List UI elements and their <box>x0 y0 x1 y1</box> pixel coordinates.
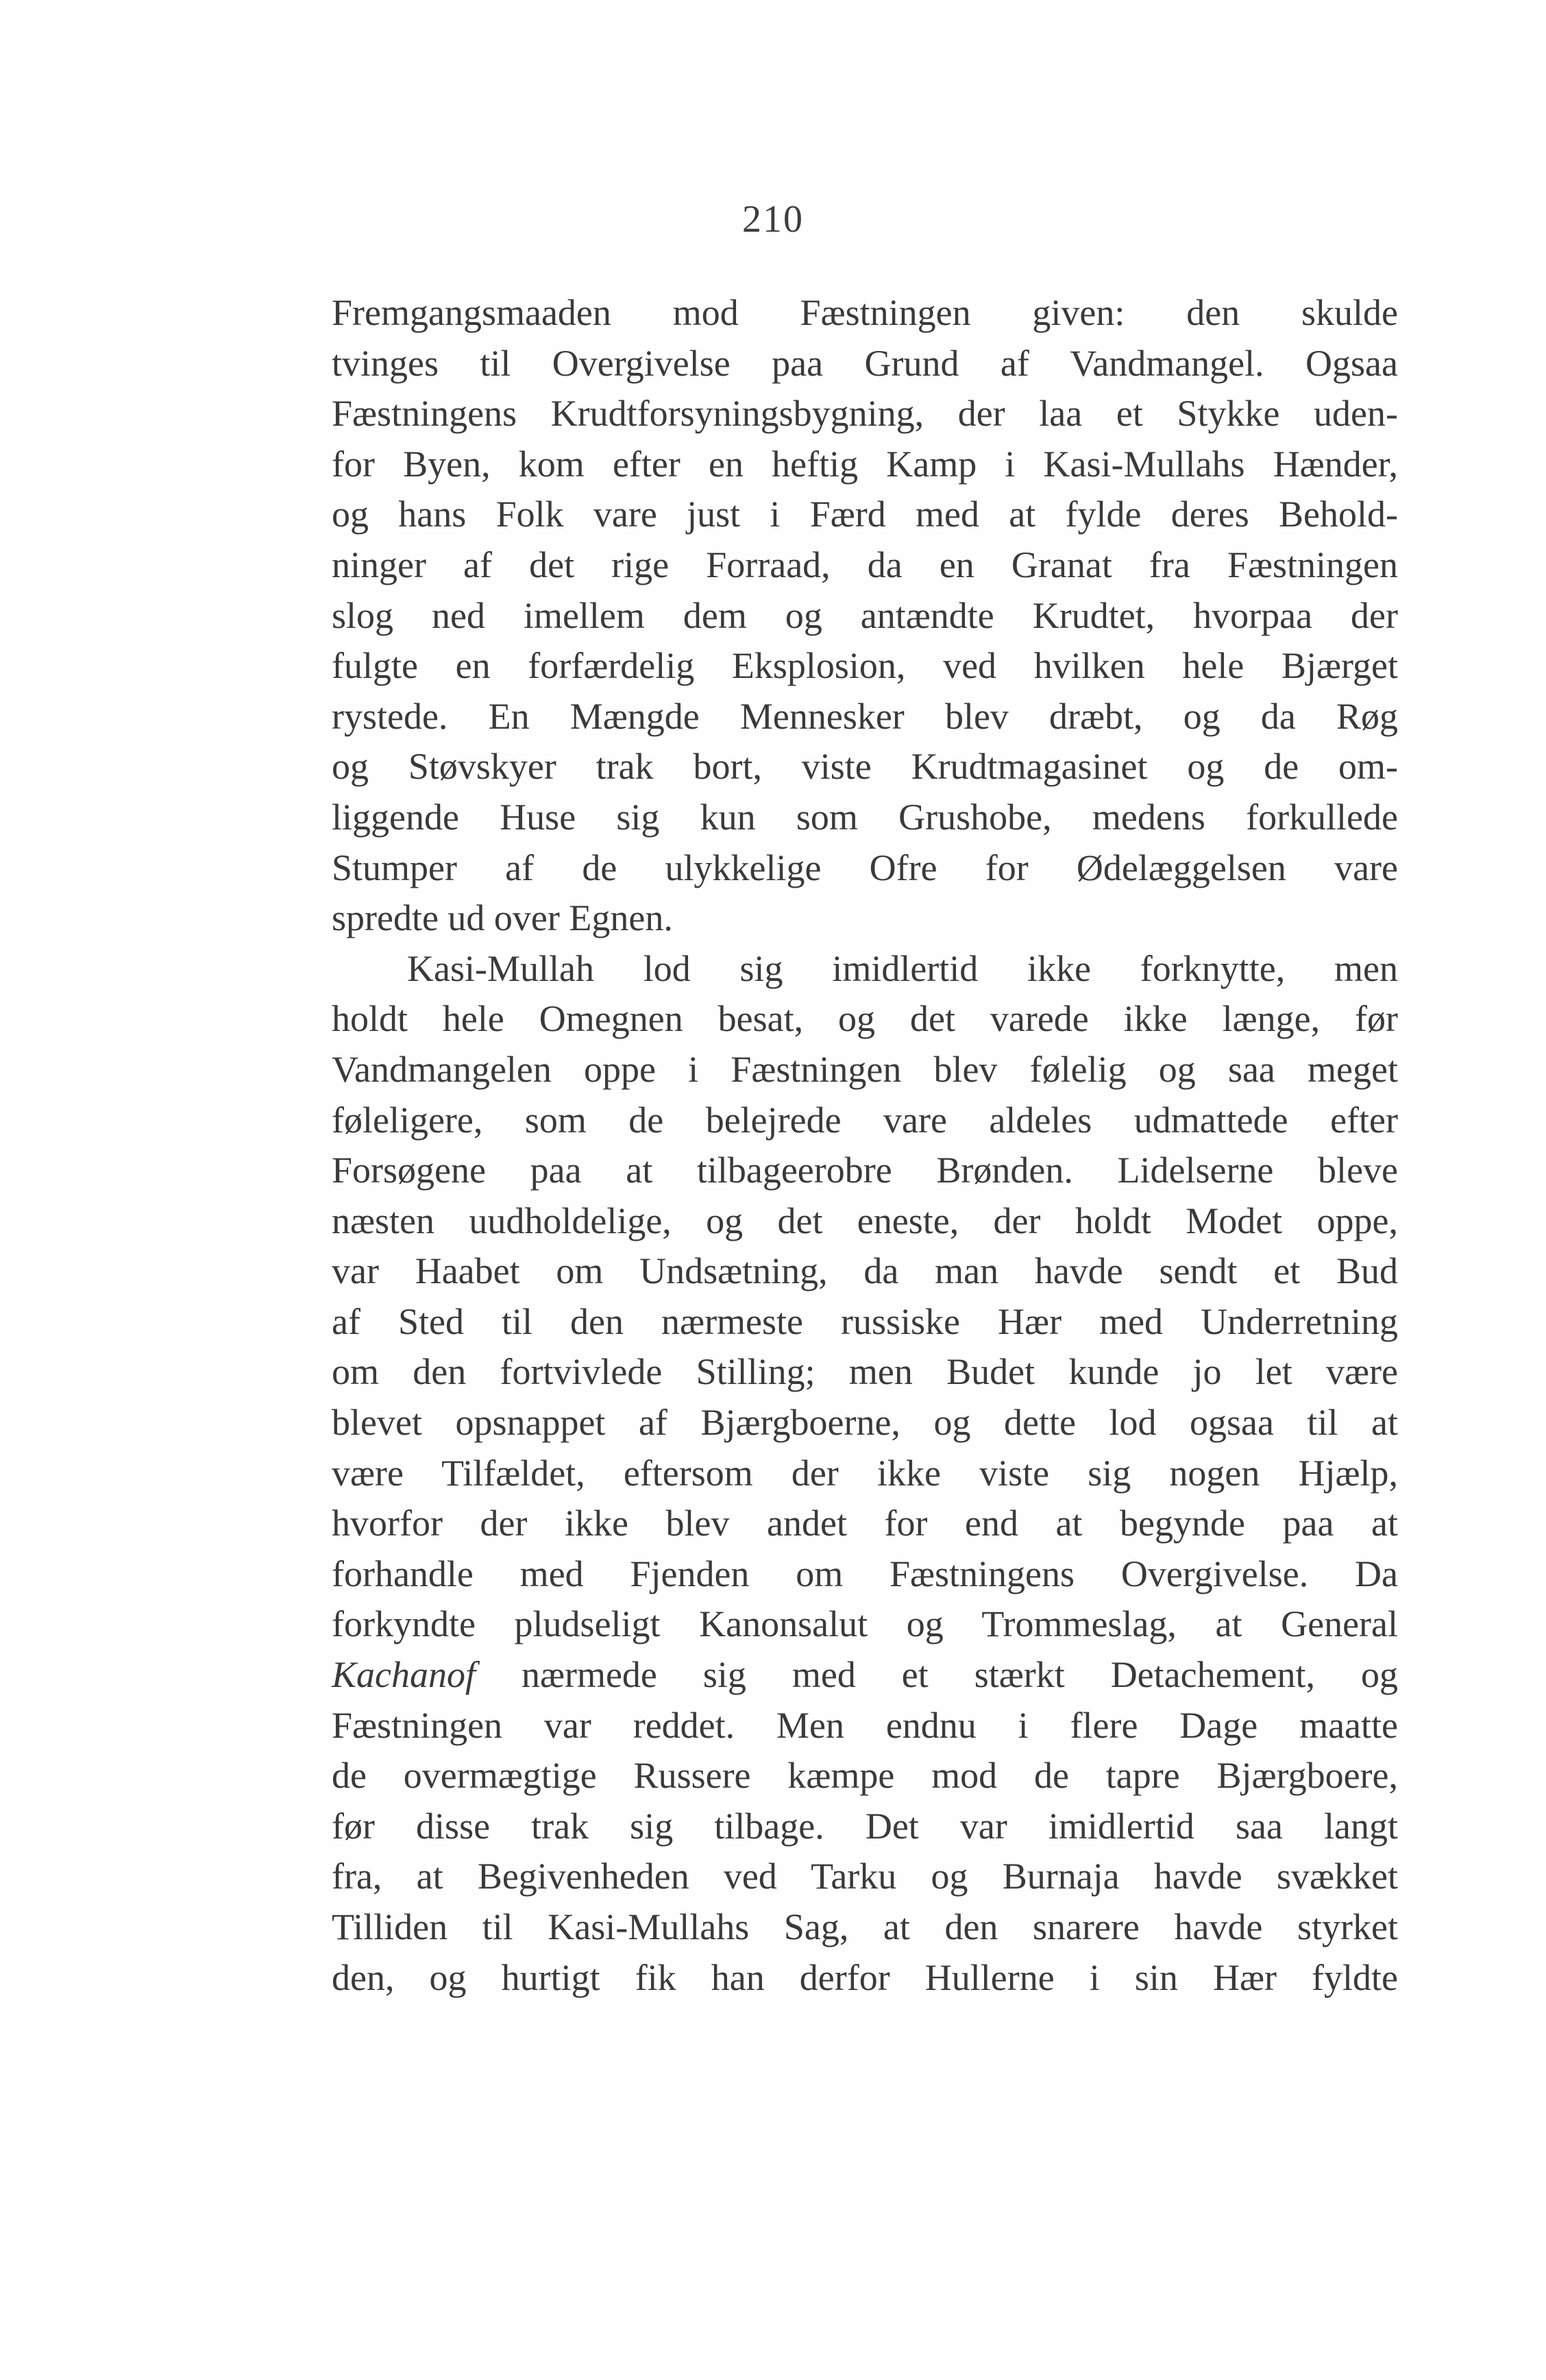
text-line: rystede. En Mængde Mennesker blev dræbt, og da Røg <box>332 695 1398 737</box>
text-line: Kachanof nærmede sig med et stærkt Detachement, og <box>332 1654 1398 1696</box>
text-line: for Byen, kom efter en heftig Kamp i Kasi-Mullahs Hænder, <box>332 443 1398 485</box>
text-line: om den fortvivlede Stilling; men Budet kunde jo let være <box>332 1351 1398 1393</box>
text-line: af Sted til den nærmeste russiske Hær med Underretning <box>332 1300 1398 1342</box>
paragraph <box>332 288 1398 944</box>
text-line: ninger af det rige Forraad, da en Granat fra Fæstningen <box>332 544 1398 585</box>
text-line: næsten uudholdelige, og det eneste, der holdt Modet oppe, <box>332 1200 1398 1241</box>
text-line: før disse trak sig tilbage. Det var imidlertid saa langt <box>332 1805 1398 1847</box>
text-line: Vandmangelen oppe i Fæstningen blev følelig og saa meget <box>332 1048 1398 1090</box>
text-line: blevet opsnappet af Bjærgboerne, og dette lod ogsaa til at <box>332 1402 1398 1444</box>
text-line: fra, at Begivenheden ved Tarku og Burnaja havde svækket <box>332 1856 1398 1897</box>
page-number: 210 <box>742 198 804 241</box>
text-line: Fæstningens Krudtforsyningsbygning, der laa et Stykke uden- <box>332 393 1398 435</box>
text-line: tvinges til Overgivelse paa Grund af Vandmangel. Ogsaa <box>332 342 1398 384</box>
text-line: Fæstningen var reddet. Men endnu i flere Dage maatte <box>332 1704 1398 1746</box>
text-line: slog ned imellem dem og antændte Krudtet, hvorpaa der <box>332 594 1398 636</box>
text-line: spredte ud over Egnen. <box>332 897 673 939</box>
text-line: føleligere, som de belejrede vare aldeles udmattede efter <box>332 1099 1398 1141</box>
text-line: holdt hele Omegnen besat, og det varede ikke længe, før <box>332 998 1398 1040</box>
text-line: hvorfor der ikke blev andet for end at begynde paa at <box>332 1503 1398 1544</box>
text-line: forkyndte pludseligt Kanonsalut og Trommeslag, at General <box>332 1603 1398 1645</box>
italic-name: Kachanof <box>332 1654 476 1696</box>
text-line: og Støvskyer trak bort, viste Krudtmagasinet og de om- <box>332 746 1398 788</box>
text-line: Forsøgene paa at tilbageerobre Brønden. Lidelserne bleve <box>332 1150 1398 1191</box>
text-line: den, og hurtigt fik han derfor Hullerne i sin Hær fyldte <box>332 1956 1398 1998</box>
text-line: Kasi-Mullah lod sig imidlertid ikke forknytte, men <box>407 947 1398 989</box>
text-line: liggende Huse sig kun som Grushobe, medens forkullede <box>332 796 1398 838</box>
text-line: de overmægtige Russere kæmpe mod de tapre Bjærgboere, <box>332 1755 1398 1797</box>
body-text <box>332 288 1398 2003</box>
text-line: Tilliden til Kasi-Mullahs Sag, at den snarere havde styrket <box>332 1906 1398 1947</box>
text-line: og hans Folk vare just i Færd med at fylde deres Behold- <box>332 494 1398 535</box>
text-line: var Haabet om Undsætning, da man havde sendt et Bud <box>332 1250 1398 1292</box>
paragraph <box>332 944 1398 2003</box>
text-line: Stumper af de ulykkelige Ofre for Ødelæggelsen vare <box>332 847 1398 888</box>
text-line: forhandle med Fjenden om Fæstningens Overgivelse. Da <box>332 1553 1398 1594</box>
text-line: være Tilfældet, eftersom der ikke viste sig nogen Hjælp, <box>332 1452 1398 1494</box>
text-line: fulgte en forfærdelig Eksplosion, ved hvilken hele Bjærget <box>332 645 1398 687</box>
text-line: Fremgangsmaaden mod Fæstningen given: den skulde <box>332 292 1398 333</box>
